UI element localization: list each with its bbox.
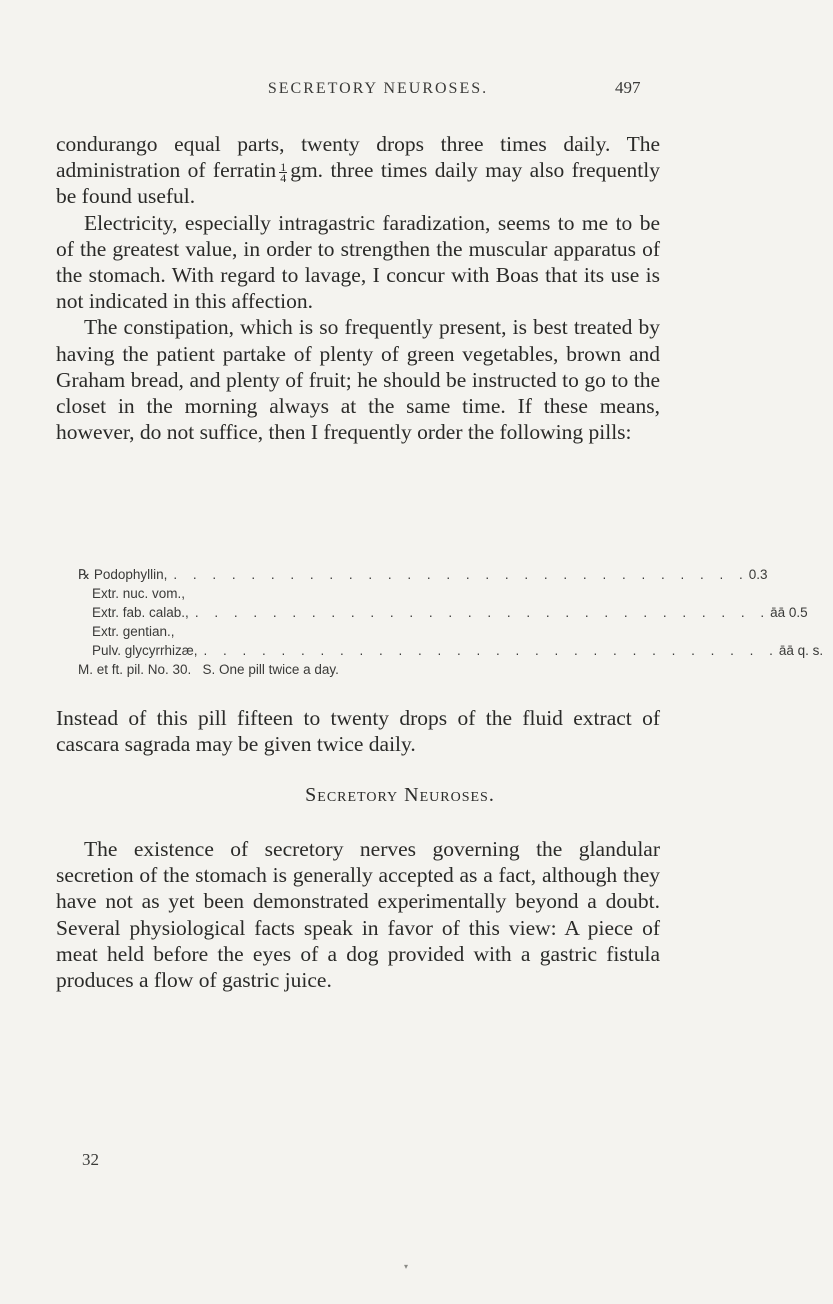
text-block-upper — [56, 131, 660, 445]
prescription-dose: 0.3 — [748, 567, 768, 582]
prescription-item: Extr. gentian., — [92, 624, 175, 639]
paragraph-1 — [56, 131, 660, 210]
prescription-dose: āā 0.5 — [770, 605, 808, 620]
leader-dots: . . . . . . . . . . . . . . . . . . . . . . . . . . . . . . — [203, 643, 779, 658]
prescription — [78, 565, 824, 679]
text-block-middle — [56, 705, 660, 757]
section-heading: Secretory Neuroses. — [305, 784, 495, 806]
signature-mark: 32 — [82, 1150, 99, 1169]
prescription-line — [78, 622, 638, 641]
leader-dots: . . . . . . . . . . . . . . . . . . . . . . . . . . . . . . — [194, 605, 771, 620]
paragraph-3: The constipation, which is so frequently present, is best treated by having the patient partake of plenty of green vegetables, brown and Graham bread, and plenty of fruit; he should be instructed to go to the closet in the morning always at the same time. If these means, however, do not suffice, then I frequently order the following pills: — [56, 315, 660, 445]
prescription-line — [78, 565, 768, 584]
small-mark: ▾ — [404, 1262, 409, 1271]
prescription-line — [78, 641, 824, 660]
prescription-item: Extr. fab. calab., — [92, 605, 189, 620]
prescription-line — [78, 584, 638, 603]
prescription-dose: āā q. s. — [778, 643, 824, 658]
prescription-item: Pulv. glycyrrhizæ, — [92, 643, 198, 658]
paragraph-1-text-b: gm. three times daily may also frequently be found useful. — [56, 158, 661, 209]
fraction-denominator: 4 — [280, 170, 287, 185]
prescription-item: Extr. nuc. vom., — [92, 586, 186, 601]
prescription-directions: M. et ft. pil. No. 30. S. One pill twice a day. — [78, 662, 339, 677]
prescription-item: ℞ Podophyllin, — [78, 567, 168, 582]
text-block-lower — [56, 836, 660, 993]
prescription-line — [78, 603, 808, 622]
paragraph-1-text-a: condurango equal parts, twenty drops three times daily. The administration of ferratin — [56, 132, 660, 183]
leader-dots: . . . . . . . . . . . . . . . . . . . . . . . . . . . . . . — [173, 567, 749, 582]
paragraph-5: The existence of secretory nerves governing the glandular secretion of the stomach is generally accepted as a fact, although they have not as yet been demonstrated experimentally beyond a doubt. Several physiological facts speak in favor of this view: A piece of meat held before the eyes of a dog provided with a gastric fistula produces a flow of gastric juice. — [56, 837, 660, 993]
paragraph-2: Electricity, especially intragastric faradization, seems to me to be of the greatest value, in order to strengthen the muscular apparatus of the stomach. With regard to lavage, I concur with Boas that its use is not indicated in this affection. — [56, 210, 660, 314]
page-number: 497 — [615, 78, 641, 97]
fraction-numerator: 1 — [280, 159, 287, 174]
paragraph-4: Instead of this pill fifteen to twenty drops of the fluid extract of cascara sagrada may be given twice daily. — [56, 706, 660, 757]
running-head: SECRETORY NEUROSES. — [267, 80, 489, 97]
fraction — [279, 159, 287, 185]
